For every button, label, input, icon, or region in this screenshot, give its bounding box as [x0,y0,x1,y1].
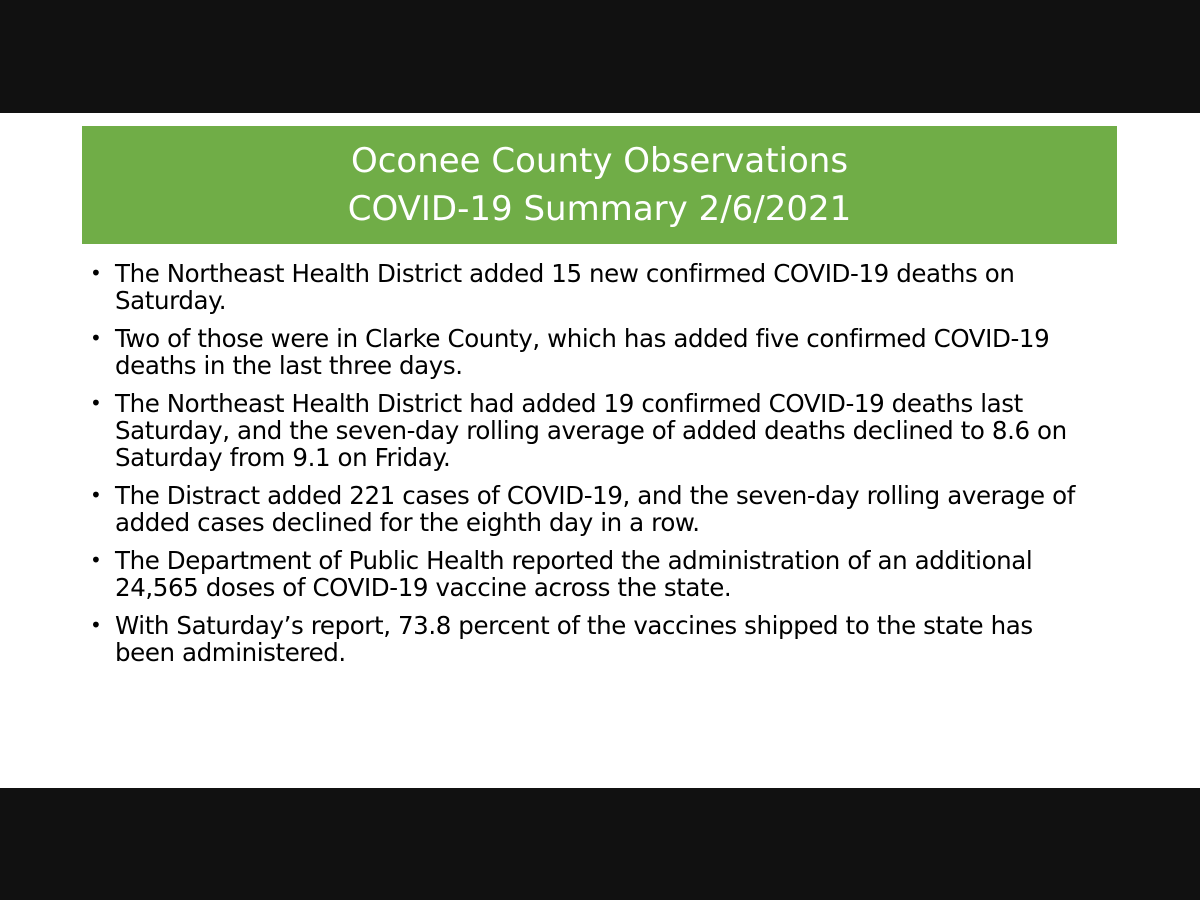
title-line-2: COVID-19 Summary 2/6/2021 [347,189,852,229]
bullet-item [88,260,1098,314]
bullet-item [88,612,1098,666]
bullet-text: The Distract added 221 cases of COVID-19, and the seven-day rolling average of added cases declined for the eighth day in a row. [115,481,1075,537]
bullet-item [88,325,1098,379]
bullet-dot-icon: • [90,261,102,285]
bullet-list [88,260,1098,677]
bullet-text: Two of those were in Clarke County, which has added five confirmed COVID-19 deaths in the last three days. [115,324,1050,380]
bullet-text: The Northeast Health District added 15 new confirmed COVID-19 deaths on Saturday. [115,259,1015,315]
bullet-dot-icon: • [90,483,102,507]
bullet-text: With Saturday’s report, 73.8 percent of the vaccines shipped to the state has been administered. [115,611,1033,667]
bullet-dot-icon: • [90,391,102,415]
bullet-text: The Department of Public Health reported the administration of an additional 24,565 doses of COVID-19 vaccine across the state. [115,546,1033,602]
bullet-text: The Northeast Health District had added 19 confirmed COVID-19 deaths last Saturday, and the seven-day rolling average of added deaths declined to 8.6 on Saturday from 9.1 on Friday. [115,389,1067,472]
bullet-item [88,547,1098,601]
title-bar [82,126,1117,244]
bullet-item [88,390,1098,471]
bullet-dot-icon: • [90,326,102,350]
letterbox-top [0,0,1200,113]
bullet-dot-icon: • [90,548,102,572]
slide [0,113,1200,788]
bullet-item [88,482,1098,536]
title-line-1: Oconee County Observations [350,141,849,181]
bullet-dot-icon: • [90,613,102,637]
letterbox-bottom [0,788,1200,900]
